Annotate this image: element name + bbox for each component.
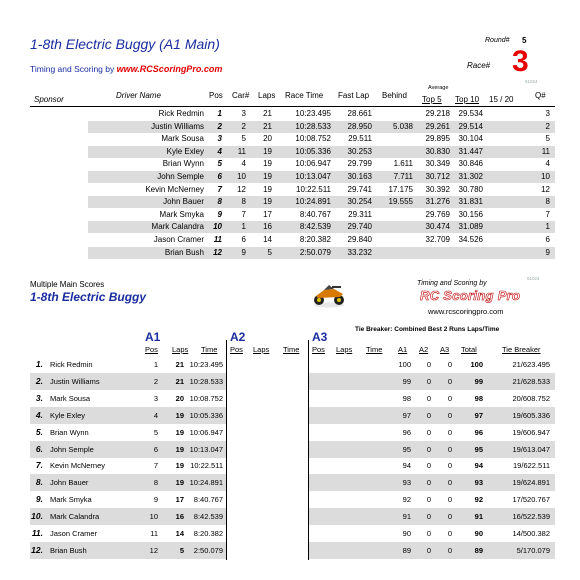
rank-cell: 3. — [35, 392, 43, 403]
a2-points-cell: 0 — [426, 529, 431, 538]
race-time-cell: 2:50.079 — [299, 247, 331, 257]
m-col-tie: Tie Breaker — [502, 345, 541, 354]
a1-pos-cell: 5 — [153, 427, 158, 437]
q-cell: 3 — [545, 109, 550, 118]
a1-time-cell: 10:22.511 — [190, 461, 223, 471]
a2-points-cell: 0 — [426, 478, 431, 488]
header-divider — [30, 106, 555, 107]
a2-points-cell: 0 — [426, 545, 431, 555]
code-label: 61024 — [525, 79, 538, 84]
timing-label-2: Timing and Scoring by — [417, 280, 487, 287]
result-row — [0, 221, 580, 234]
race-time-cell: 10:08.752 — [295, 134, 331, 144]
fast-lap-cell: 29.311 — [348, 209, 372, 219]
a3-heading: A3 — [312, 330, 328, 344]
rank-cell: 9. — [35, 494, 43, 505]
a1-laps-cell: 21 — [175, 360, 184, 369]
top10-cell: 31.447 — [458, 146, 483, 156]
a1-points-cell: 89 — [402, 545, 411, 555]
behind-cell: 1.611 — [393, 159, 413, 169]
pos-cell: 12 — [213, 247, 222, 257]
a1-points-cell: 91 — [402, 512, 411, 522]
rank-cell: 11. — [31, 528, 43, 538]
a1-points-cell: 100 — [398, 360, 411, 369]
pos-cell: 10 — [213, 222, 222, 232]
results-header — [0, 0, 580, 108]
top10-cell: 30.104 — [458, 134, 483, 144]
a1-pos-cell: 1 — [153, 360, 158, 369]
driver-name: John Bauer — [163, 197, 204, 207]
a1-time-cell: 8:40.767 — [193, 495, 223, 505]
top5-cell: 29.218 — [425, 109, 450, 118]
car-cell: 3 — [241, 109, 246, 118]
driver-name: Kevin McNerney — [145, 184, 204, 194]
car-cell: 1 — [241, 222, 246, 232]
rc-scoring-pro-logo: RC Scoring Pro — [420, 288, 521, 303]
a2-points-cell: 0 — [426, 427, 431, 437]
col-top10: Top 10 — [455, 95, 480, 104]
a3-points-cell: 0 — [447, 360, 452, 369]
behind-cell: 7.711 — [393, 172, 413, 181]
car-cell: 4 — [241, 159, 246, 169]
car-cell: 6 — [241, 235, 246, 244]
a1-time-cell: 10:06.947 — [189, 427, 223, 437]
a1-points-cell: 93 — [402, 478, 411, 488]
driver-name: Brian Wynn — [162, 159, 204, 169]
a3-points-cell: 0 — [447, 444, 452, 454]
driver-name: Kevin McNerney — [50, 461, 106, 471]
total-cell: 91 — [474, 512, 483, 522]
fast-lap-cell: 29.740 — [347, 222, 372, 232]
driver-name: John Semple — [157, 172, 204, 181]
total-cell: 94 — [474, 461, 483, 471]
fast-lap-cell: 28.661 — [347, 109, 372, 118]
a1-points-cell: 90 — [402, 529, 411, 538]
pos-cell: 11 — [213, 235, 222, 244]
a2-points-cell: 0 — [426, 444, 431, 454]
top5-cell: 30.712 — [425, 172, 450, 181]
a1-laps-cell: 19 — [175, 427, 184, 437]
car-cell: 8 — [241, 197, 246, 207]
result-row — [0, 133, 580, 146]
top5-cell: 32.709 — [425, 235, 450, 244]
round-value: 5 — [522, 36, 527, 45]
fast-lap-cell: 29.840 — [347, 235, 372, 244]
driver-name: Rick Redmin — [158, 109, 204, 118]
a1-laps-cell: 19 — [175, 444, 184, 454]
car-cell: 11 — [237, 146, 246, 156]
driver-name: Rick Redmin — [50, 360, 93, 369]
rank-cell: 1. — [35, 359, 43, 369]
race-time-cell: 8:40.767 — [299, 209, 331, 219]
driver-name: Brian Wynn — [50, 427, 89, 437]
driver-name: Kyle Exley — [166, 146, 204, 156]
race-time-cell: 8:20.382 — [299, 235, 331, 244]
tie-breaker-cell: 19/605.336 — [512, 410, 550, 420]
result-row — [0, 247, 580, 260]
a1-pos-cell: 3 — [153, 393, 158, 403]
driver-name: Mark Sousa — [50, 393, 91, 403]
m-col-pos-a3: Pos — [312, 345, 325, 354]
a1-time-cell: 10:05.336 — [189, 410, 223, 420]
fast-lap-cell: 30.254 — [347, 197, 372, 207]
rc-buggy-icon — [312, 282, 346, 308]
m-col-time-a1: Time — [201, 345, 218, 354]
race-time-cell: 10:05.336 — [295, 146, 331, 156]
pos-cell: 8 — [217, 197, 222, 207]
fast-lap-cell: 30.253 — [347, 146, 372, 156]
a1-pos-cell: 9 — [153, 495, 158, 505]
a3-points-cell: 0 — [447, 410, 452, 420]
a1-laps-cell: 5 — [179, 545, 184, 555]
laps-cell: 21 — [263, 121, 272, 131]
a2-points-cell: 0 — [426, 461, 431, 471]
a1-pos-cell: 11 — [150, 529, 158, 538]
result-row — [0, 158, 580, 171]
race-time-cell: 10:23.495 — [295, 109, 331, 118]
car-cell: 5 — [241, 134, 246, 144]
top5-cell: 30.830 — [425, 146, 450, 156]
col-car: Car# — [232, 91, 250, 100]
driver-name: John Semple — [50, 444, 94, 454]
top10-cell: 29.514 — [458, 121, 483, 131]
laps-cell: 21 — [263, 109, 272, 118]
a2-heading: A2 — [230, 330, 246, 344]
a1-points-cell: 97 — [402, 410, 411, 420]
a1-time-cell: 10:08.752 — [189, 393, 223, 403]
q-cell: 4 — [545, 159, 550, 169]
top10-cell: 30.846 — [458, 159, 483, 169]
laps-cell: 5 — [267, 247, 272, 257]
behind-cell: 5.038 — [392, 121, 413, 131]
a2-points-cell: 0 — [426, 512, 431, 522]
pos-cell: 7 — [217, 184, 222, 194]
top5-cell: 30.474 — [425, 222, 450, 232]
rank-cell: 6. — [35, 443, 43, 454]
a1-pos-cell: 7 — [153, 461, 158, 471]
rank-cell: 4. — [35, 409, 43, 420]
a1-pos-cell: 10 — [149, 512, 158, 522]
col-q: Q# — [535, 91, 546, 100]
driver-name: Brian Bush — [164, 247, 204, 257]
rank-cell: 12. — [31, 544, 43, 555]
a1-pos-cell: 2 — [153, 376, 158, 386]
m-col-a2: A2 — [419, 345, 429, 354]
top5-cell: 29.895 — [425, 134, 450, 144]
behind-cell: 19.555 — [388, 197, 413, 207]
car-cell: 10 — [237, 172, 246, 181]
top5-cell: 29.261 — [425, 121, 450, 131]
a1-laps-cell: 19 — [175, 478, 184, 488]
a2-points-cell: 0 — [426, 495, 431, 505]
total-cell: 92 — [474, 495, 483, 505]
a2-points-cell: 0 — [426, 376, 431, 386]
col-fast-lap: Fast Lap — [338, 91, 370, 100]
driver-name: Brian Bush — [50, 545, 87, 555]
a3-points-cell: 0 — [447, 376, 452, 386]
driver-name: John Bauer — [50, 478, 89, 488]
driver-name: Justin Williams — [151, 121, 204, 131]
a3-points-cell: 0 — [447, 545, 452, 555]
a3-points-cell: 0 — [447, 461, 452, 471]
total-cell: 98 — [474, 393, 483, 403]
tie-breaker-cell: 20/608.752 — [512, 393, 550, 403]
a3-points-cell: 0 — [447, 393, 452, 403]
a1-laps-cell: 17 — [175, 495, 184, 505]
race-time-cell: 10:13.047 — [295, 172, 331, 181]
laps-cell: 19 — [263, 197, 272, 207]
q-cell: 8 — [545, 197, 550, 207]
a3-points-cell: 0 — [447, 495, 452, 505]
a1-laps-cell: 21 — [175, 376, 184, 386]
a1-points-cell: 99 — [402, 376, 411, 386]
race-time-cell: 10:06.947 — [295, 159, 331, 169]
a1-time-cell: 8:42.539 — [193, 512, 223, 522]
pos-cell: 6 — [217, 172, 222, 181]
fast-lap-cell: 33.232 — [347, 247, 372, 257]
multi-main-label: Multiple Main Scores — [30, 280, 105, 289]
driver-name: Jason Cramer — [153, 235, 204, 244]
result-row — [0, 234, 580, 247]
a3-points-cell: 0 — [447, 427, 452, 437]
q-cell: 6 — [545, 235, 550, 244]
total-cell: 93 — [474, 478, 483, 488]
pos-cell: 2 — [217, 121, 222, 131]
top10-cell: 31.302 — [458, 172, 483, 181]
q-cell: 10 — [541, 172, 550, 181]
driver-name: Mark Calandra — [50, 512, 100, 522]
tie-breaker-cell: 19/624.891 — [512, 478, 550, 488]
driver-name: Justin Williams — [50, 376, 100, 386]
laps-cell: 17 — [263, 209, 272, 219]
pos-cell: 3 — [217, 134, 222, 144]
a1-heading: A1 — [145, 330, 161, 344]
race-time-cell: 10:24.891 — [295, 197, 331, 207]
rank-cell: 8. — [35, 477, 43, 488]
car-cell: 9 — [241, 247, 246, 257]
tie-breaker-cell: 19/613.047 — [512, 444, 550, 454]
rank-cell: 2. — [35, 375, 43, 386]
car-cell: 7 — [241, 209, 246, 219]
result-row — [0, 196, 580, 209]
code-label-2: 61024 — [527, 276, 540, 281]
q-cell: 2 — [545, 121, 550, 131]
top5-cell: 31.276 — [425, 197, 450, 207]
fast-lap-cell: 29.741 — [347, 184, 372, 194]
race-label: Race# — [467, 61, 491, 70]
a2-points-cell: 0 — [426, 410, 431, 420]
m-col-laps-a2: Laps — [253, 345, 270, 354]
laps-cell: 19 — [263, 184, 272, 194]
a1-laps-cell: 20 — [175, 393, 184, 403]
m-col-pos-a1: Pos — [145, 345, 158, 354]
race-time-cell: 10:22.511 — [296, 184, 331, 194]
m-col-a3: A3 — [440, 345, 450, 354]
col-behind: Behind — [382, 91, 407, 100]
behind-cell: 17.175 — [388, 184, 413, 194]
a1-laps-cell: 14 — [175, 529, 184, 538]
a1-pos-cell: 6 — [153, 444, 158, 454]
a1-time-cell: 10:28.533 — [189, 376, 223, 386]
q-cell: 1 — [545, 222, 550, 232]
a1-points-cell: 92 — [402, 495, 411, 505]
round-label: Round# — [485, 37, 510, 44]
a1-time-cell: 8:20.382 — [193, 529, 223, 538]
total-cell: 97 — [474, 410, 483, 420]
top10-cell: 29.534 — [458, 109, 483, 118]
m-col-time-a2: Time — [283, 345, 300, 354]
a3-points-cell: 0 — [447, 529, 452, 538]
total-cell: 89 — [474, 545, 483, 555]
race-title: 1-8th Electric Buggy (A1 Main) — [30, 36, 220, 52]
tie-breaker-cell: 5/170.079 — [516, 545, 550, 555]
rank-cell: 10. — [31, 511, 43, 522]
rank-cell: 5. — [35, 426, 43, 437]
col-driver: Driver Name — [116, 91, 161, 100]
timing-site-link[interactable]: www.RCScoringPro.com — [116, 64, 223, 74]
driver-name: Mark Sousa — [161, 134, 204, 144]
total-cell: 90 — [474, 529, 483, 538]
rc-scoring-url[interactable]: www.rcscoringpro.com — [428, 307, 504, 316]
q-cell: 9 — [545, 247, 550, 257]
a2-points-cell: 0 — [426, 360, 431, 369]
rank-cell: 7. — [35, 460, 43, 471]
a1-laps-cell: 19 — [175, 410, 184, 420]
result-row — [0, 121, 580, 134]
a2-points-cell: 0 — [426, 393, 431, 403]
tie-breaker-cell: 19/606.947 — [512, 427, 550, 437]
a1-points-cell: 95 — [402, 444, 411, 454]
laps-cell: 19 — [263, 146, 272, 156]
a1-time-cell: 10:23.495 — [189, 360, 223, 369]
laps-cell: 19 — [263, 172, 272, 181]
driver-name: Kyle Exley — [50, 410, 86, 420]
top5-cell: 30.349 — [425, 159, 450, 169]
a3-points-cell: 0 — [447, 478, 452, 488]
m-col-time-a3: Time — [366, 345, 383, 354]
m-col-total: Total — [461, 345, 477, 354]
result-row — [0, 171, 580, 184]
fast-lap-cell: 29.511 — [348, 134, 372, 144]
tie-breaker-cell: 16/522.539 — [512, 512, 550, 522]
q-cell: 11 — [541, 146, 550, 156]
driver-name: Mark Smyka — [50, 495, 92, 505]
race-time-cell: 10:28.533 — [295, 121, 331, 131]
pos-cell: 9 — [217, 209, 222, 219]
col-sponsor: Sponsor — [34, 95, 64, 104]
total-cell: 96 — [474, 427, 483, 437]
result-row — [0, 108, 580, 121]
q-cell: 5 — [545, 134, 550, 144]
a1-pos-cell: 4 — [153, 410, 158, 420]
a1-points-cell: 96 — [402, 427, 411, 437]
top10-cell: 31.089 — [458, 222, 483, 232]
race-number: 3 — [512, 45, 529, 78]
pos-cell: 4 — [217, 146, 222, 156]
race-time-cell: 8:42.539 — [299, 222, 331, 232]
col-race-time: Race Time — [285, 91, 324, 100]
result-row — [0, 209, 580, 222]
top5-cell: 30.392 — [425, 184, 450, 194]
fast-lap-cell: 29.799 — [347, 159, 372, 169]
top10-cell: 30.156 — [458, 209, 483, 219]
top5-cell: 29.769 — [425, 209, 450, 219]
pos-cell: 1 — [217, 109, 222, 118]
multi-row — [0, 541, 580, 560]
tie-breaker-label: Tie Breaker: Combined Best 2 Runs Laps/Time — [355, 326, 500, 333]
m-col-a1: A1 — [398, 345, 408, 354]
top10-cell: 30.780 — [458, 184, 483, 194]
a1-laps-cell: 16 — [175, 512, 184, 522]
laps-cell: 19 — [263, 159, 272, 169]
col-pos: Pos — [209, 91, 223, 100]
a1-laps-cell: 19 — [175, 461, 184, 471]
top10-cell: 31.831 — [458, 197, 483, 207]
col-top5: Top 5 — [422, 95, 442, 104]
m-col-pos-a2: Pos — [230, 345, 243, 354]
tie-breaker-cell: 21/623.495 — [512, 360, 550, 369]
a1-pos-cell: 8 — [153, 478, 158, 488]
tie-breaker-cell: 17/520.767 — [512, 495, 550, 505]
car-cell: 2 — [241, 121, 246, 131]
tie-breaker-cell: 21/628.533 — [512, 376, 550, 386]
col-average: Average — [428, 85, 449, 91]
a1-pos-cell: 12 — [149, 545, 158, 555]
q-cell: 7 — [545, 209, 550, 219]
fast-lap-cell: 28.950 — [347, 121, 372, 131]
a3-points-cell: 0 — [447, 512, 452, 522]
top10-cell: 34.526 — [458, 235, 483, 244]
a1-points-cell: 94 — [402, 461, 411, 471]
car-cell: 12 — [237, 184, 246, 194]
a1-points-cell: 98 — [402, 393, 411, 403]
result-row — [0, 146, 580, 159]
timing-prefix: Timing and Scoring by — [30, 64, 115, 74]
total-cell: 95 — [474, 444, 483, 454]
total-cell: 99 — [474, 376, 483, 386]
multi-main-title: 1-8th Electric Buggy — [30, 290, 147, 304]
driver-name: Jason Cramer — [50, 529, 98, 538]
laps-cell: 20 — [263, 134, 272, 144]
driver-name: Mark Calandra — [151, 222, 204, 232]
laps-cell: 16 — [263, 222, 272, 232]
total-cell: 100 — [470, 360, 483, 369]
driver-name: Mark Smyka — [159, 209, 204, 219]
col-15-20: 15 / 20 — [489, 95, 514, 104]
a1-time-cell: 10:24.891 — [189, 478, 223, 488]
fast-lap-cell: 30.163 — [347, 172, 372, 181]
m-col-laps-a1: Laps — [172, 345, 189, 354]
a1-time-cell: 10:13.047 — [189, 444, 223, 454]
tie-breaker-cell: 14/500.382 — [512, 529, 550, 538]
result-row — [0, 184, 580, 197]
a1-time-cell: 2:50.079 — [193, 545, 223, 555]
q-cell: 12 — [541, 184, 550, 194]
pos-cell: 5 — [217, 159, 222, 169]
laps-cell: 14 — [263, 235, 272, 244]
col-laps: Laps — [258, 91, 276, 100]
m-col-laps-a3: Laps — [336, 345, 353, 354]
tie-breaker-cell: 19/622.511 — [513, 461, 550, 471]
